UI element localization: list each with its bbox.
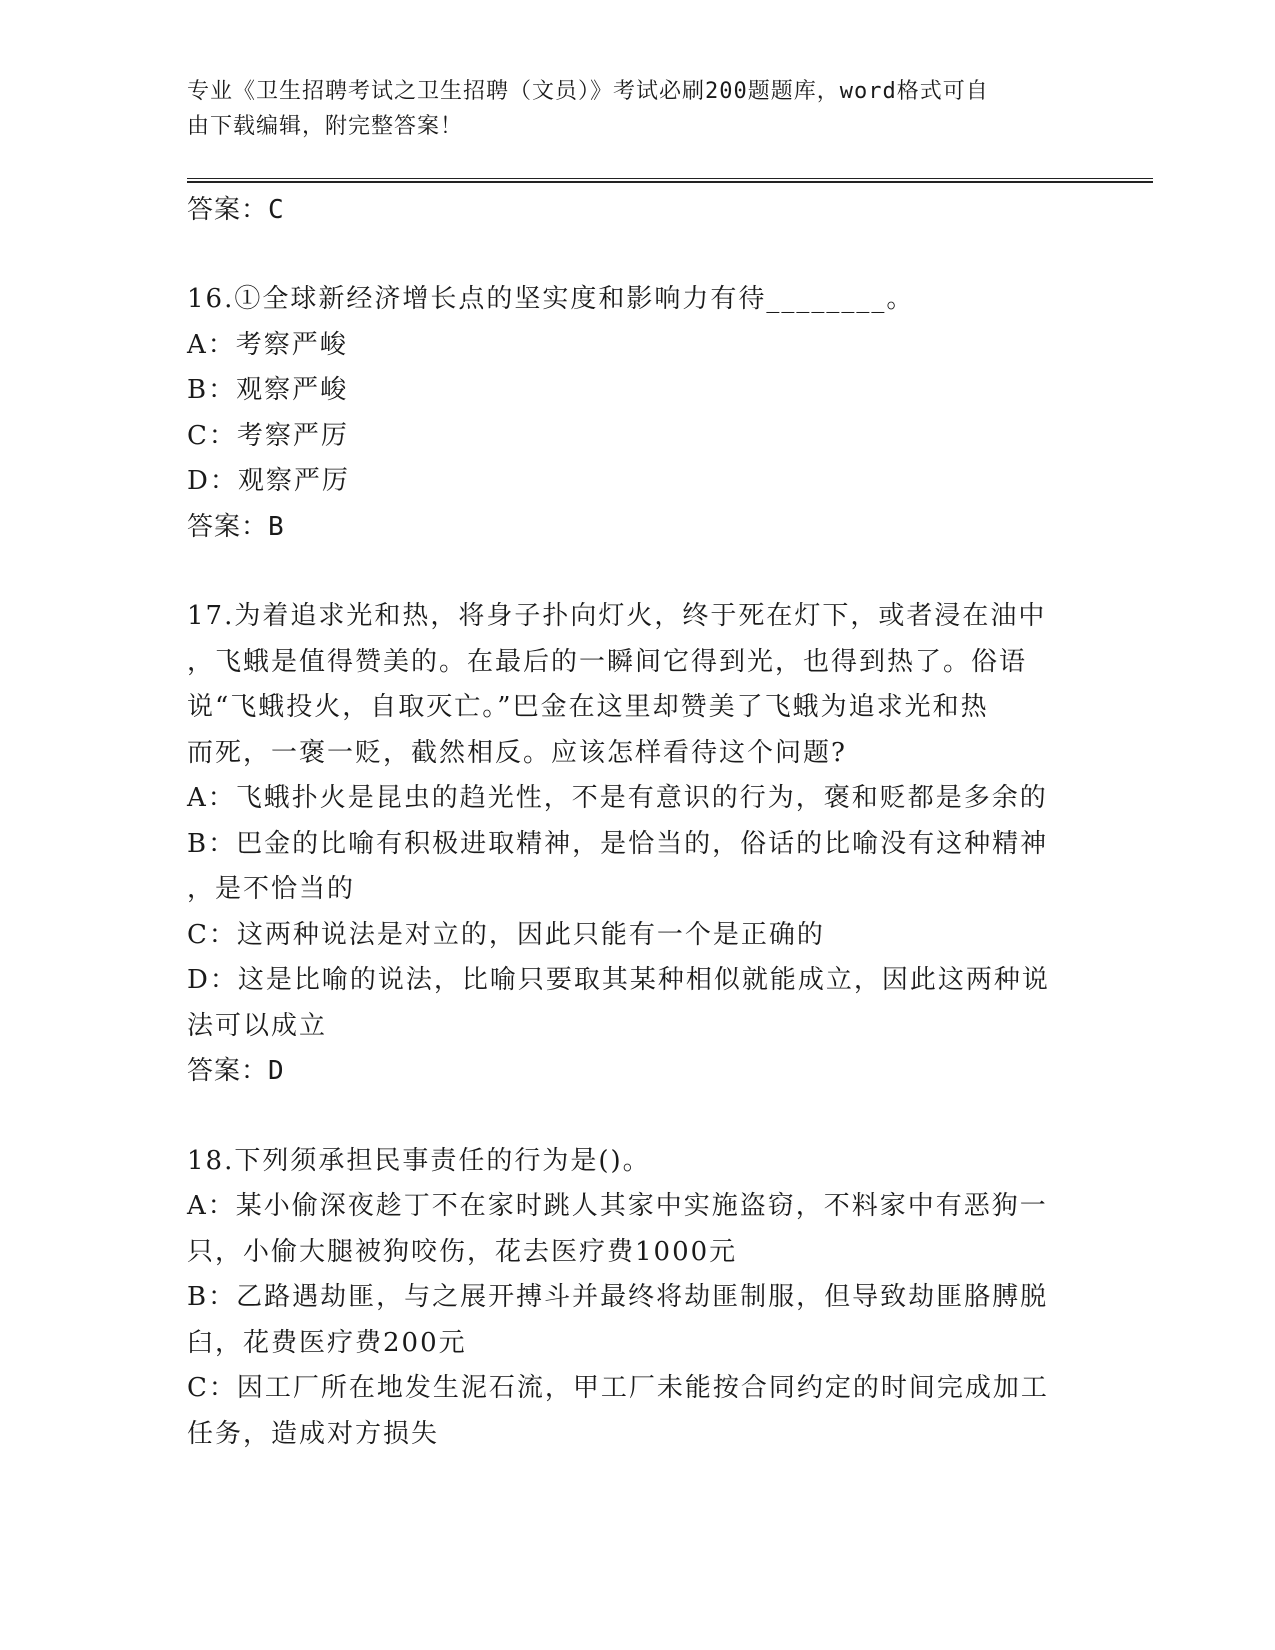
option-d: D：观察严厉 [187, 466, 350, 496]
option-b-continued: ，是不恰当的 [187, 874, 356, 904]
question-content [187, 188, 1087, 1457]
option-a: A：飞蛾扑火是昆虫的趋光性，不是有意识的行为，褒和贬都是多余的 [187, 783, 1048, 813]
header-divider [187, 178, 1153, 183]
question-stem: 18.下列须承担民事责任的行为是()。 [187, 1145, 651, 1176]
option-c: C：这两种说法是对立的，因此只能有一个是正确的 [187, 919, 825, 950]
question-stem-line: 说“飞蛾投火，自取灭亡。”巴金在这里却赞美了飞蛾为追求光和热 [187, 692, 989, 722]
question-17 [187, 594, 1087, 1095]
header-line-1: 专业《卫生招聘考试之卫生招聘（文员）》考试必刷200题题库，word格式可自 [187, 79, 989, 104]
header-line-2: 由下载编辑，附完整答案！ [187, 114, 464, 139]
option-b: B：巴金的比喻有积极进取精神，是恰当的，俗话的比喻没有这种精神 [187, 828, 1049, 859]
option-d-continued: 法可以成立 [187, 1010, 328, 1041]
option-b: B：观察严峻 [187, 375, 349, 405]
document-header [187, 74, 1067, 144]
question-stem-line: 17.为着追求光和热，将身子扑向灯火，终于死在灯下，或者浸在油中 [187, 601, 1047, 631]
option-c: C：考察严厉 [187, 420, 349, 451]
question-stem-line: ，飞蛾是值得赞美的。在最后的一瞬间它得到光，也得到热了。俗语 [187, 646, 1028, 677]
answer-15: 答案：C [187, 195, 285, 225]
question-stem-line: 而死，一褒一贬，截然相反。应该怎样看待这个问题? [187, 737, 847, 768]
answer-17: 答案：D [187, 1056, 285, 1086]
question-stem: 16.①全球新经济增长点的坚实度和影响力有待________。 [187, 284, 915, 314]
question-16 [187, 277, 1087, 550]
option-a: A：某小偷深夜趁丁不在家时跳人其家中实施盗窃，不料家中有恶狗一 [187, 1191, 1048, 1221]
option-a-continued: 只，小偷大腿被狗咬伤，花去医疗费1000元 [187, 1236, 738, 1267]
option-b: B：乙路遇劫匪，与之展开搏斗并最终将劫匪制服，但导致劫匪胳膊脱 [187, 1282, 1049, 1312]
option-b-continued: 臼，花费医疗费200元 [187, 1327, 467, 1358]
option-c: C：因工厂所在地发生泥石流，甲工厂未能按合同约定的时间完成加工 [187, 1373, 1049, 1403]
question-18 [187, 1139, 1087, 1458]
option-d: D：这是比喻的说法，比喻只要取其某种相似就能成立，因此这两种说 [187, 965, 1050, 995]
option-c-continued: 任务，造成对方损失 [187, 1418, 440, 1449]
answer-16: 答案：B [187, 511, 285, 542]
option-a: A：考察严峻 [187, 329, 348, 360]
